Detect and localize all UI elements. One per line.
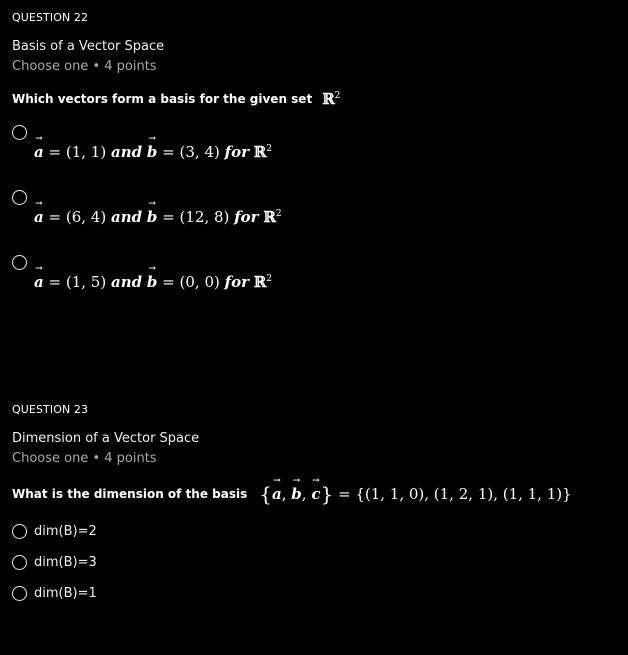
- q23-option-3[interactable]: dim(B)=1: [12, 586, 97, 601]
- question-meta: Choose one • 4 points: [12, 451, 157, 466]
- q22-option-3-label[interactable]: → a = (1, 5) and → b = (0, 0) for ℝ$^2$: [34, 273, 272, 291]
- question-prompt: What is the dimension of the basis {→ a, → b, → c} = {(1, 1, 0), (1, 2, 1), (1, 1, 1)}: [12, 482, 616, 506]
- question-number: QUESTION 23: [12, 403, 89, 416]
- question-title: Basis of a Vector Space: [12, 39, 165, 54]
- radio-button[interactable]: [12, 586, 27, 601]
- q23-option-1[interactable]: dim(B)=2: [12, 524, 97, 539]
- radio-button[interactable]: [12, 524, 27, 539]
- q22-option-3-radio[interactable]: [12, 255, 27, 274]
- basis-expression: {→ a, → b, → c} = {(1, 1, 0), (1, 2, 1), (1, 1, 1)}: [259, 482, 571, 506]
- q22-option-1-radio[interactable]: [12, 125, 27, 144]
- prompt-set: ℝ$^2$: [322, 90, 341, 108]
- question-23: [12, 403, 616, 416]
- question-title: Dimension of a Vector Space: [12, 431, 200, 446]
- q23-option-2[interactable]: dim(B)=3: [12, 555, 97, 570]
- q22-option-1-label[interactable]: → a = (1, 1) and → b = (3, 4) for ℝ$^2$: [34, 143, 272, 161]
- question-prompt: Which vectors form a basis for the given set ℝ$^2$: [12, 90, 341, 108]
- question-22: [12, 11, 616, 24]
- radio-button[interactable]: [12, 555, 27, 570]
- q22-option-2-label[interactable]: → a = (6, 4) and → b = (12, 8) for ℝ$^2$: [34, 208, 282, 226]
- q22-option-2-radio[interactable]: [12, 190, 27, 209]
- question-meta: Choose one • 4 points: [12, 59, 157, 74]
- question-number: QUESTION 22: [12, 11, 89, 24]
